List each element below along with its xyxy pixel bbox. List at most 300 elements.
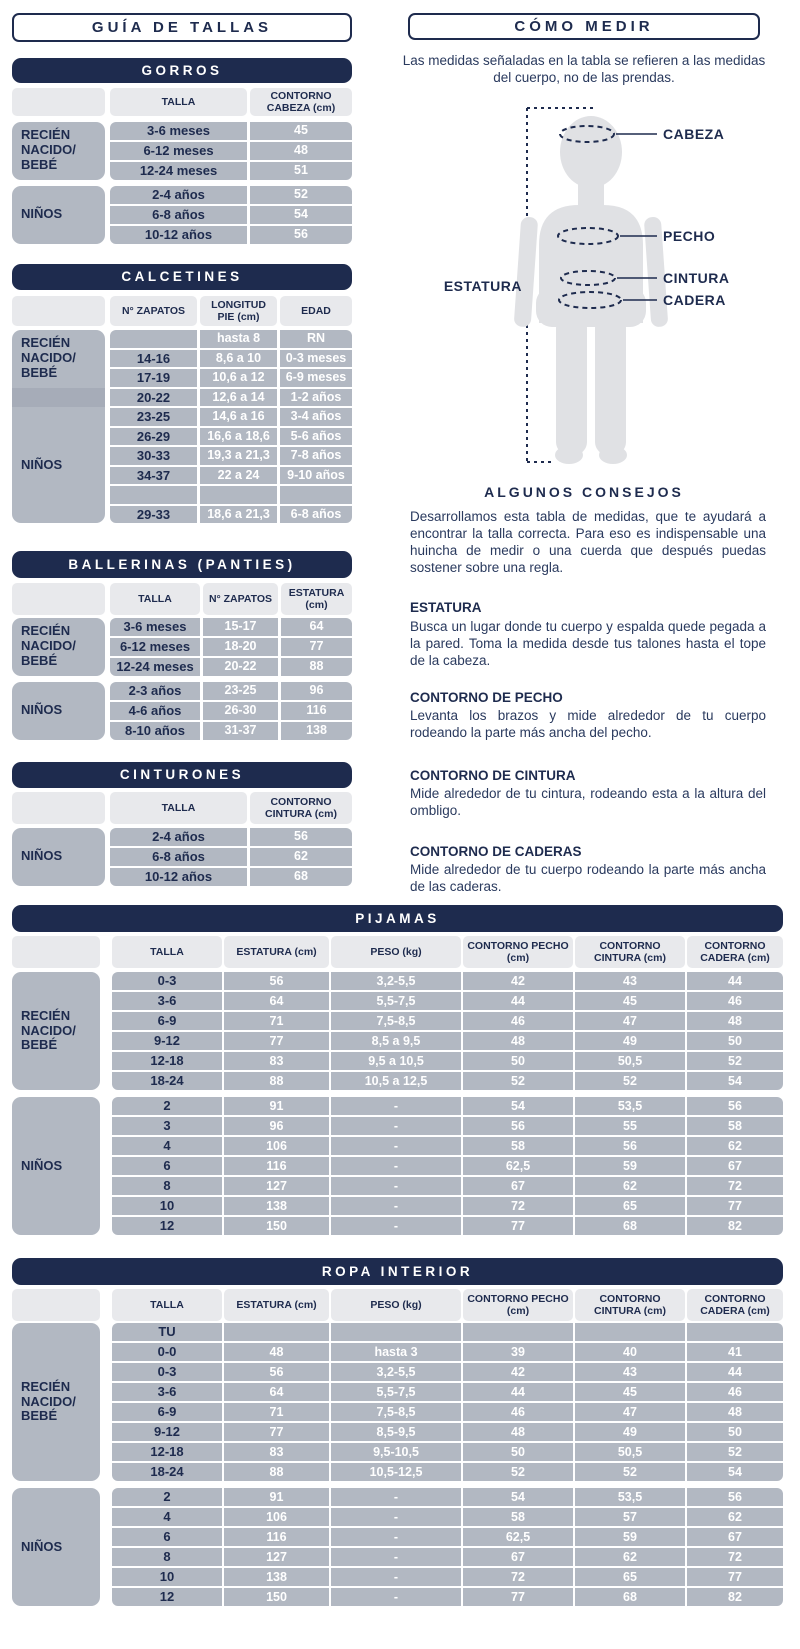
pijamas-g1-cell-r5-c2: - — [331, 1197, 461, 1215]
gorros-g1-cell-r0-c0: 2-4 años — [110, 186, 247, 204]
calcetines-cell-r8-c0 — [110, 486, 197, 504]
pijamas-group-label-text-0: RECIÉN NACIDO/ BEBÉ — [21, 1007, 76, 1053]
pijamas-g0-cell-r3-c4: 49 — [575, 1032, 685, 1050]
pijamas-g1-cell-r0-c4: 53,5 — [575, 1097, 685, 1115]
ropa_interior-g1-cell-r2-c4: 59 — [575, 1528, 685, 1546]
ballerinas-g1-cell-r2-c1: 31-37 — [203, 722, 278, 740]
pijamas-g1-cell-r4-c1: 127 — [224, 1177, 329, 1195]
pijamas-table — [12, 905, 783, 1237]
pijamas-g0-cell-r3-c3: 48 — [463, 1032, 573, 1050]
ballerinas-g1-cell-r0-c1: 23-25 — [203, 682, 278, 700]
gorros-g0-cell-r2-c0: 12-24 meses — [110, 162, 247, 180]
pijamas-g0-cell-r5-c1: 88 — [224, 1072, 329, 1090]
pijamas-g0-cell-r4-c3: 50 — [463, 1052, 573, 1070]
ropa_interior-g0-cell-r1-c0: 0-0 — [112, 1343, 222, 1361]
ballerinas-g0-cell-r1-c1: 18-20 — [203, 638, 278, 656]
ballerinas-g1-cell-r0-c0: 2-3 años — [110, 682, 200, 700]
pijamas-g0-cell-r1-c0: 3-6 — [112, 992, 222, 1010]
cinturones-group-label-text-0: NIÑOS — [21, 848, 63, 864]
calcetines-label-column — [12, 330, 105, 523]
ropa_interior-g1-cell-r0-c5: 56 — [687, 1488, 783, 1506]
ropa_interior-g0-cell-r1-c4: 40 — [575, 1343, 685, 1361]
pijamas-g1-cell-r0-c3: 54 — [463, 1097, 573, 1115]
ropa_interior-g1-cell-r2-c3: 62,5 — [463, 1528, 573, 1546]
pijamas-g0-cell-r3-c2: 8,5 a 9,5 — [331, 1032, 461, 1050]
calcetines-cell-r6-c0: 30-33 — [110, 447, 197, 465]
pijamas-g1-cell-r2-c1: 106 — [224, 1137, 329, 1155]
ballerinas-g1-cell-r0-c2: 96 — [281, 682, 352, 700]
ballerinas-g0-cell-r0-c0: 3-6 meses — [110, 618, 200, 636]
gorros-col-header-1: CONTORNO CABEZA (cm) — [250, 88, 352, 116]
pijamas-g0-cell-r4-c1: 83 — [224, 1052, 329, 1070]
pijamas-g1-cell-r4-c4: 62 — [575, 1177, 685, 1195]
ropa_interior-g0-cell-r4-c5: 48 — [687, 1403, 783, 1421]
pijamas-g1-cell-r4-c2: - — [331, 1177, 461, 1195]
ropa_interior-g0-cell-r2-c0: 0-3 — [112, 1363, 222, 1381]
ropa_interior-g1-cell-r0-c3: 54 — [463, 1488, 573, 1506]
pijamas-g1-cell-r0-c2: - — [331, 1097, 461, 1115]
ropa_interior-g0-cell-r6-c5: 52 — [687, 1443, 783, 1461]
pijamas-g1-cell-r2-c4: 56 — [575, 1137, 685, 1155]
ropa_interior-g0-cell-r3-c0: 3-6 — [112, 1383, 222, 1401]
ropa_interior-g1-cell-r3-c2: - — [331, 1548, 461, 1566]
pijamas-g1-cell-r0-c5: 56 — [687, 1097, 783, 1115]
pijamas-g1-cell-r4-c3: 67 — [463, 1177, 573, 1195]
ropa_interior-g0-cell-r2-c4: 43 — [575, 1363, 685, 1381]
ropa_interior-g0-cell-r6-c4: 50,5 — [575, 1443, 685, 1461]
ballerinas-g0-cell-r0-c2: 64 — [281, 618, 352, 636]
ropa_interior-g1-cell-r0-c4: 53,5 — [575, 1488, 685, 1506]
pijamas-col-header-0: TALLA — [112, 936, 222, 968]
cinturones-g0-cell-r2-c0: 10-12 años — [110, 868, 247, 886]
calcetines-cell-r6-c1: 19,3 a 21,3 — [200, 447, 277, 465]
pijamas-col-header-3: CONTORNO PECHO (cm) — [463, 936, 573, 968]
pijamas-g1-cell-r1-c5: 58 — [687, 1117, 783, 1135]
ropa_interior-g1-cell-r3-c4: 62 — [575, 1548, 685, 1566]
pijamas-g1-cell-r3-c2: - — [331, 1157, 461, 1175]
pijamas-g1-cell-r1-c3: 56 — [463, 1117, 573, 1135]
contorno-cintura-text: Mide alrededor de tu cintura, rodeando esta a la altura del ombligo. — [410, 786, 766, 818]
gorros-g1-cell-r2-c1: 56 — [250, 226, 352, 244]
estatura-label: ESTATURA — [443, 278, 522, 294]
gorros-col-header-0: TALLA — [110, 88, 247, 116]
ropa_interior-g0-cell-r3-c4: 45 — [575, 1383, 685, 1401]
ropa_interior-g0-cell-r4-c3: 46 — [463, 1403, 573, 1421]
ropa_interior-col-header-0: TALLA — [112, 1289, 222, 1321]
pijamas-g0-cell-r4-c4: 50,5 — [575, 1052, 685, 1070]
ballerinas-group-label-1 — [12, 682, 105, 740]
cabeza-label: CABEZA — [663, 126, 725, 142]
ropa_interior-g1-cell-r3-c5: 72 — [687, 1548, 783, 1566]
calcetines-cell-r7-c1: 22 a 24 — [200, 467, 277, 485]
calcetines-col-header-0: N° ZAPATOS — [110, 296, 197, 326]
pijamas-g0-cell-r5-c0: 18-24 — [112, 1072, 222, 1090]
ropa_interior-g1-cell-r1-c2: - — [331, 1508, 461, 1526]
ropa_interior-g0-cell-r2-c5: 44 — [687, 1363, 783, 1381]
pijamas-g0-cell-r4-c0: 12-18 — [112, 1052, 222, 1070]
gorros-g0-cell-r1-c0: 6-12 meses — [110, 142, 247, 160]
cinturones-g0-cell-r1-c1: 62 — [250, 848, 352, 866]
calcetines-cell-r9-c1: 18,6 a 21,3 — [200, 506, 277, 524]
pijamas-g1-cell-r5-c0: 10 — [112, 1197, 222, 1215]
pijamas-g1-cell-r5-c4: 65 — [575, 1197, 685, 1215]
ropa_interior-g1-cell-r4-c1: 138 — [224, 1568, 329, 1586]
pijamas-g0-cell-r5-c2: 10,5 a 12,5 — [331, 1072, 461, 1090]
gorros-g1-cell-r0-c1: 52 — [250, 186, 352, 204]
pijamas-g0-cell-r2-c0: 6-9 — [112, 1012, 222, 1030]
ballerinas-col-header-2: ESTATURA (cm) — [281, 583, 352, 615]
pijamas-g1-cell-r2-c3: 58 — [463, 1137, 573, 1155]
ballerinas-g1-cell-r2-c0: 8-10 años — [110, 722, 200, 740]
ropa_interior-g0-cell-r5-c2: 8,5-9,5 — [331, 1423, 461, 1441]
ropa_interior-g1-cell-r5-c0: 12 — [112, 1588, 222, 1606]
calcetines-cell-r1-c1: 8,6 a 10 — [200, 350, 277, 368]
calcetines-cell-r1-c0: 14-16 — [110, 350, 197, 368]
ropa_interior-g0-cell-r7-c5: 54 — [687, 1463, 783, 1481]
ropa_interior-g1-cell-r5-c4: 68 — [575, 1588, 685, 1606]
calcetines-cell-r2-c0: 17-19 — [110, 369, 197, 387]
ropa_interior-g0-cell-r0-c1 — [224, 1323, 329, 1341]
ropa_interior-g0-cell-r0-c5 — [687, 1323, 783, 1341]
calcetines-cell-r2-c2: 6-9 meses — [280, 369, 352, 387]
calcetines-cell-r8-c1 — [200, 486, 277, 504]
ropa_interior-g0-cell-r1-c5: 41 — [687, 1343, 783, 1361]
pijamas-g1-cell-r3-c4: 59 — [575, 1157, 685, 1175]
ballerinas-g0-cell-r2-c2: 88 — [281, 658, 352, 676]
ropa_interior-g0-cell-r1-c2: hasta 3 — [331, 1343, 461, 1361]
consejos-title: ALGUNOS CONSEJOS — [484, 484, 684, 500]
cadera-label: CADERA — [663, 292, 726, 308]
ropa_interior-g0-cell-r5-c4: 49 — [575, 1423, 685, 1441]
contorno-caderas-text: Mide alrededor de tu cuerpo rodeando la parte más ancha de las caderas. — [410, 862, 766, 894]
gorros-group-label-1 — [12, 186, 105, 244]
calcetines-cell-r5-c1: 16,6 a 18,6 — [200, 428, 277, 446]
ballerinas-group-label-0 — [12, 618, 105, 676]
pijamas-g1-cell-r1-c0: 3 — [112, 1117, 222, 1135]
ropa_interior-g0-cell-r3-c5: 46 — [687, 1383, 783, 1401]
ropa_interior-g0-cell-r7-c3: 52 — [463, 1463, 573, 1481]
ropa_interior-g0-cell-r4-c0: 6-9 — [112, 1403, 222, 1421]
ropa_interior-g1-cell-r1-c1: 106 — [224, 1508, 329, 1526]
pijamas-col-header-1: ESTATURA (cm) — [224, 936, 329, 968]
ropa_interior-g1-cell-r0-c0: 2 — [112, 1488, 222, 1506]
pijamas-g1-cell-r4-c5: 72 — [687, 1177, 783, 1195]
ropa_interior-g0-cell-r0-c2 — [331, 1323, 461, 1341]
ballerinas-group-label-text-0: RECIÉN NACIDO/ BEBÉ — [21, 623, 76, 669]
how-to-measure-title: CÓMO MEDIR — [408, 13, 760, 40]
cintura-label: CINTURA — [663, 270, 730, 286]
pijamas-g0-cell-r1-c1: 64 — [224, 992, 329, 1010]
calcetines-table — [12, 264, 352, 526]
ropa_interior-g1-cell-r3-c1: 127 — [224, 1548, 329, 1566]
calcetines-cell-r5-c0: 26-29 — [110, 428, 197, 446]
ropa_interior-g0-cell-r3-c3: 44 — [463, 1383, 573, 1401]
ballerinas-banner: BALLERINAS (PANTIES) — [12, 551, 352, 578]
calcetines-cell-r0-c2: RN — [280, 330, 352, 348]
ropa_interior-g0-cell-r0-c3 — [463, 1323, 573, 1341]
ropa_interior-g1-cell-r5-c1: 150 — [224, 1588, 329, 1606]
ropa_interior-g1-cell-r4-c5: 77 — [687, 1568, 783, 1586]
cinturones-header-spacer — [12, 792, 105, 824]
gorros-banner: GORROS — [12, 58, 352, 83]
pijamas-g1-cell-r6-c0: 12 — [112, 1217, 222, 1235]
calcetines-cell-r3-c1: 12,6 a 14 — [200, 389, 277, 407]
pijamas-group-label-0 — [12, 972, 100, 1090]
calcetines-cell-r9-c2: 6-8 años — [280, 506, 352, 524]
ropa-interior-table — [12, 1258, 783, 1608]
pijamas-g1-cell-r6-c1: 150 — [224, 1217, 329, 1235]
pijamas-banner: PIJAMAS — [12, 905, 783, 932]
gorros-header-spacer — [12, 88, 105, 116]
ballerinas-g0-cell-r2-c0: 12-24 meses — [110, 658, 200, 676]
ropa_interior-g0-cell-r2-c1: 56 — [224, 1363, 329, 1381]
cinturones-col-header-0: TALLA — [110, 792, 247, 824]
ballerinas-col-header-0: TALLA — [110, 583, 200, 615]
ballerinas-g0-cell-r1-c2: 77 — [281, 638, 352, 656]
pijamas-g0-cell-r0-c5: 44 — [687, 972, 783, 990]
pijamas-g1-cell-r6-c5: 82 — [687, 1217, 783, 1235]
ropa_interior-g1-cell-r2-c2: - — [331, 1528, 461, 1546]
ropa_interior-g0-cell-r7-c4: 52 — [575, 1463, 685, 1481]
gorros-g1-cell-r2-c0: 10-12 años — [110, 226, 247, 244]
ropa_interior-col-header-4: CONTORNO CINTURA (cm) — [575, 1289, 685, 1321]
cinturones-banner: CINTURONES — [12, 762, 352, 788]
contorno-pecho-text: Levanta los brazos y mide alrededor de tu cuerpo rodeando la parte más ancha del pecho. — [410, 708, 766, 740]
calcetines-label-divider — [12, 388, 105, 408]
gorros-group-label-text-1: NIÑOS — [21, 206, 63, 222]
pecho-label: PECHO — [663, 228, 716, 244]
cinturones-g0-cell-r0-c0: 2-4 años — [110, 828, 247, 846]
pijamas-g0-cell-r5-c3: 52 — [463, 1072, 573, 1090]
contorno-pecho-heading: CONTORNO DE PECHO — [410, 690, 563, 705]
pijamas-g1-cell-r0-c1: 91 — [224, 1097, 329, 1115]
ropa_interior-g0-cell-r1-c1: 48 — [224, 1343, 329, 1361]
ropa_interior-g1-cell-r4-c2: - — [331, 1568, 461, 1586]
ballerinas-table — [12, 551, 352, 743]
pijamas-g0-cell-r2-c5: 48 — [687, 1012, 783, 1030]
ropa_interior-g0-cell-r4-c4: 47 — [575, 1403, 685, 1421]
pijamas-g1-cell-r0-c0: 2 — [112, 1097, 222, 1115]
calcetines-cell-r9-c0: 29-33 — [110, 506, 197, 524]
gorros-g0-cell-r2-c1: 51 — [250, 162, 352, 180]
ropa_interior-g0-cell-r2-c3: 42 — [463, 1363, 573, 1381]
ropa_interior-g0-cell-r5-c3: 48 — [463, 1423, 573, 1441]
cinturones-g0-cell-r2-c1: 68 — [250, 868, 352, 886]
pijamas-g1-cell-r3-c3: 62,5 — [463, 1157, 573, 1175]
pijamas-g0-cell-r3-c0: 9-12 — [112, 1032, 222, 1050]
pijamas-g0-cell-r0-c3: 42 — [463, 972, 573, 990]
ropa_interior-g1-cell-r2-c1: 116 — [224, 1528, 329, 1546]
ropa_interior-g1-cell-r4-c0: 10 — [112, 1568, 222, 1586]
calcetines-group-label-0: RECIÉN NACIDO/ BEBÉ — [21, 335, 76, 381]
pijamas-g1-cell-r6-c2: - — [331, 1217, 461, 1235]
ropa_interior-g0-cell-r3-c2: 5,5-7,5 — [331, 1383, 461, 1401]
ropa_interior-g0-cell-r1-c3: 39 — [463, 1343, 573, 1361]
pijamas-g1-cell-r5-c5: 77 — [687, 1197, 783, 1215]
pijamas-col-header-4: CONTORNO CINTURA (cm) — [575, 936, 685, 968]
ropa_interior-g0-cell-r5-c5: 50 — [687, 1423, 783, 1441]
body-measure-diagram — [420, 95, 780, 470]
calcetines-cell-r7-c0: 34-37 — [110, 467, 197, 485]
cinturones-g0-cell-r1-c0: 6-8 años — [110, 848, 247, 866]
pijamas-g0-cell-r1-c2: 5,5-7,5 — [331, 992, 461, 1010]
pijamas-g0-cell-r2-c4: 47 — [575, 1012, 685, 1030]
calcetines-cell-r3-c0: 20-22 — [110, 389, 197, 407]
gorros-table — [12, 58, 352, 248]
ropa_interior-g0-cell-r6-c3: 50 — [463, 1443, 573, 1461]
ropa_interior-banner: ROPA INTERIOR — [12, 1258, 783, 1285]
pijamas-g1-cell-r5-c3: 72 — [463, 1197, 573, 1215]
ropa_interior-g0-cell-r0-c4 — [575, 1323, 685, 1341]
ropa_interior-col-header-1: ESTATURA (cm) — [224, 1289, 329, 1321]
ropa_interior-g0-cell-r5-c1: 77 — [224, 1423, 329, 1441]
gorros-g0-cell-r1-c1: 48 — [250, 142, 352, 160]
pijamas-g0-cell-r4-c2: 9,5 a 10,5 — [331, 1052, 461, 1070]
pijamas-g1-cell-r1-c1: 96 — [224, 1117, 329, 1135]
pijamas-g1-cell-r2-c0: 4 — [112, 1137, 222, 1155]
estatura-section-text: Busca un lugar donde tu cuerpo y espalda quede pegada a la pared. Toma la medida desde tus talones hasta el tope de la cabeza. — [410, 619, 766, 668]
pijamas-g1-cell-r5-c1: 138 — [224, 1197, 329, 1215]
pijamas-g0-cell-r0-c4: 43 — [575, 972, 685, 990]
pijamas-g1-cell-r3-c1: 116 — [224, 1157, 329, 1175]
ropa_interior-g1-cell-r4-c4: 65 — [575, 1568, 685, 1586]
size-guide-title: GUÍA DE TALLAS — [12, 13, 352, 42]
ropa_interior-header-spacer — [12, 1289, 100, 1321]
ropa_interior-g0-cell-r7-c2: 10,5-12,5 — [331, 1463, 461, 1481]
ballerinas-header-spacer — [12, 583, 105, 615]
ropa_interior-g0-cell-r4-c2: 7,5-8,5 — [331, 1403, 461, 1421]
ropa_interior-g1-cell-r5-c2: - — [331, 1588, 461, 1606]
pijamas-group-label-text-1: NIÑOS — [21, 1157, 63, 1173]
ropa_interior-g1-cell-r5-c5: 82 — [687, 1588, 783, 1606]
cinturones-col-header-1: CONTORNO CINTURA (cm) — [250, 792, 352, 824]
ropa_interior-g1-cell-r1-c4: 57 — [575, 1508, 685, 1526]
calcetines-cell-r4-c1: 14,6 a 16 — [200, 408, 277, 426]
gorros-g0-cell-r0-c0: 3-6 meses — [110, 122, 247, 140]
ballerinas-g0-cell-r0-c1: 15-17 — [203, 618, 278, 636]
child-silhouette — [514, 116, 669, 464]
calcetines-cell-r4-c2: 3-4 años — [280, 408, 352, 426]
ropa_interior-g1-cell-r5-c3: 77 — [463, 1588, 573, 1606]
pijamas-g1-cell-r6-c4: 68 — [575, 1217, 685, 1235]
pijamas-g0-cell-r4-c5: 52 — [687, 1052, 783, 1070]
ballerinas-g1-cell-r1-c0: 4-6 años — [110, 702, 200, 720]
ropa_interior-g1-cell-r2-c5: 67 — [687, 1528, 783, 1546]
ropa_interior-g1-cell-r0-c1: 91 — [224, 1488, 329, 1506]
ropa_interior-group-label-text-0: RECIÉN NACIDO/ BEBÉ — [21, 1378, 76, 1424]
calcetines-cell-r2-c1: 10,6 a 12 — [200, 369, 277, 387]
calcetines-cell-r0-c1: hasta 8 — [200, 330, 277, 348]
measure-intro-text: Las medidas señaladas en la tabla se refieren a las medidas del cuerpo, no de las prendas. — [402, 53, 766, 85]
ballerinas-g1-cell-r1-c1: 26-30 — [203, 702, 278, 720]
ropa_interior-g0-cell-r3-c1: 64 — [224, 1383, 329, 1401]
consejos-text: Desarrollamos esta tabla de medidas, que te ayudará a encontrar la talla correcta. Para eso es indispensable una huincha de medir o una cuerda que después puedas sostener sobre una regla. — [410, 509, 766, 575]
calcetines-cell-r4-c0: 23-25 — [110, 408, 197, 426]
ballerinas-g1-cell-r1-c2: 116 — [281, 702, 352, 720]
calcetines-group-label-1: NIÑOS — [21, 456, 63, 472]
ropa_interior-g1-cell-r1-c5: 62 — [687, 1508, 783, 1526]
gorros-g0-cell-r0-c1: 45 — [250, 122, 352, 140]
ropa_interior-g0-cell-r4-c1: 71 — [224, 1403, 329, 1421]
pijamas-g0-cell-r5-c4: 52 — [575, 1072, 685, 1090]
pijamas-g0-cell-r5-c5: 54 — [687, 1072, 783, 1090]
pijamas-g1-cell-r4-c0: 8 — [112, 1177, 222, 1195]
contorno-cintura-heading: CONTORNO DE CINTURA — [410, 768, 576, 783]
calcetines-col-header-1: LONGITUD PIE (cm) — [200, 296, 277, 326]
ropa_interior-group-label-1 — [12, 1488, 100, 1606]
ballerinas-g0-cell-r2-c1: 20-22 — [203, 658, 278, 676]
pijamas-g0-cell-r0-c2: 3,2-5,5 — [331, 972, 461, 990]
gorros-group-label-0 — [12, 122, 105, 180]
ropa_interior-g1-cell-r2-c0: 6 — [112, 1528, 222, 1546]
calcetines-cell-r0-c0 — [110, 330, 197, 348]
ballerinas-g1-cell-r2-c2: 138 — [281, 722, 352, 740]
calcetines-cell-r1-c2: 0-3 meses — [280, 350, 352, 368]
pijamas-g0-cell-r3-c1: 77 — [224, 1032, 329, 1050]
ropa_interior-g1-cell-r3-c0: 8 — [112, 1548, 222, 1566]
gorros-g1-cell-r1-c0: 6-8 años — [110, 206, 247, 224]
calcetines-cell-r8-c2 — [280, 486, 352, 504]
cinturones-group-label-0 — [12, 828, 105, 886]
cinturones-table — [12, 762, 352, 888]
calcetines-col-header-2: EDAD — [280, 296, 352, 326]
calcetines-header-spacer — [12, 296, 105, 326]
ropa_interior-g1-cell-r0-c2: - — [331, 1488, 461, 1506]
pijamas-g1-cell-r2-c5: 62 — [687, 1137, 783, 1155]
ropa_interior-g0-cell-r7-c0: 18-24 — [112, 1463, 222, 1481]
calcetines-cell-r6-c2: 7-8 años — [280, 447, 352, 465]
pijamas-g1-cell-r3-c5: 67 — [687, 1157, 783, 1175]
pijamas-col-header-5: CONTORNO CADERA (cm) — [687, 936, 783, 968]
ropa_interior-group-label-0 — [12, 1323, 100, 1481]
ropa_interior-g0-cell-r6-c2: 9,5-10,5 — [331, 1443, 461, 1461]
ropa_interior-g0-cell-r0-c0: TU — [112, 1323, 222, 1341]
cinturones-g0-cell-r0-c1: 56 — [250, 828, 352, 846]
pijamas-g0-cell-r2-c3: 46 — [463, 1012, 573, 1030]
ropa_interior-g1-cell-r1-c0: 4 — [112, 1508, 222, 1526]
pijamas-g0-cell-r2-c1: 71 — [224, 1012, 329, 1030]
calcetines-cell-r5-c2: 5-6 años — [280, 428, 352, 446]
pijamas-g0-cell-r1-c5: 46 — [687, 992, 783, 1010]
ballerinas-g0-cell-r1-c0: 6-12 meses — [110, 638, 200, 656]
pijamas-g0-cell-r0-c1: 56 — [224, 972, 329, 990]
ropa_interior-g1-cell-r4-c3: 72 — [463, 1568, 573, 1586]
ropa_interior-group-label-text-1: NIÑOS — [21, 1538, 63, 1554]
estatura-section-heading: ESTATURA — [410, 600, 482, 615]
gorros-g1-cell-r1-c1: 54 — [250, 206, 352, 224]
ballerinas-group-label-text-1: NIÑOS — [21, 702, 63, 718]
ropa_interior-g0-cell-r7-c1: 88 — [224, 1463, 329, 1481]
ropa_interior-g0-cell-r5-c0: 9-12 — [112, 1423, 222, 1441]
pijamas-g0-cell-r1-c3: 44 — [463, 992, 573, 1010]
gorros-group-label-text-0: RECIÉN NACIDO/ BEBÉ — [21, 127, 76, 173]
pijamas-g0-cell-r0-c0: 0-3 — [112, 972, 222, 990]
pijamas-g0-cell-r2-c2: 7,5-8,5 — [331, 1012, 461, 1030]
calcetines-banner: CALCETINES — [12, 264, 352, 290]
ropa_interior-g1-cell-r3-c3: 67 — [463, 1548, 573, 1566]
pijamas-g1-cell-r1-c2: - — [331, 1117, 461, 1135]
pijamas-g1-cell-r1-c4: 55 — [575, 1117, 685, 1135]
ropa_interior-col-header-3: CONTORNO PECHO (cm) — [463, 1289, 573, 1321]
pijamas-col-header-2: PESO (kg) — [331, 936, 461, 968]
pijamas-g1-cell-r6-c3: 77 — [463, 1217, 573, 1235]
ropa_interior-g0-cell-r6-c1: 83 — [224, 1443, 329, 1461]
ropa_interior-g0-cell-r6-c0: 12-18 — [112, 1443, 222, 1461]
pijamas-g1-cell-r2-c2: - — [331, 1137, 461, 1155]
pijamas-g0-cell-r3-c5: 50 — [687, 1032, 783, 1050]
pijamas-g1-cell-r3-c0: 6 — [112, 1157, 222, 1175]
pijamas-g0-cell-r1-c4: 45 — [575, 992, 685, 1010]
